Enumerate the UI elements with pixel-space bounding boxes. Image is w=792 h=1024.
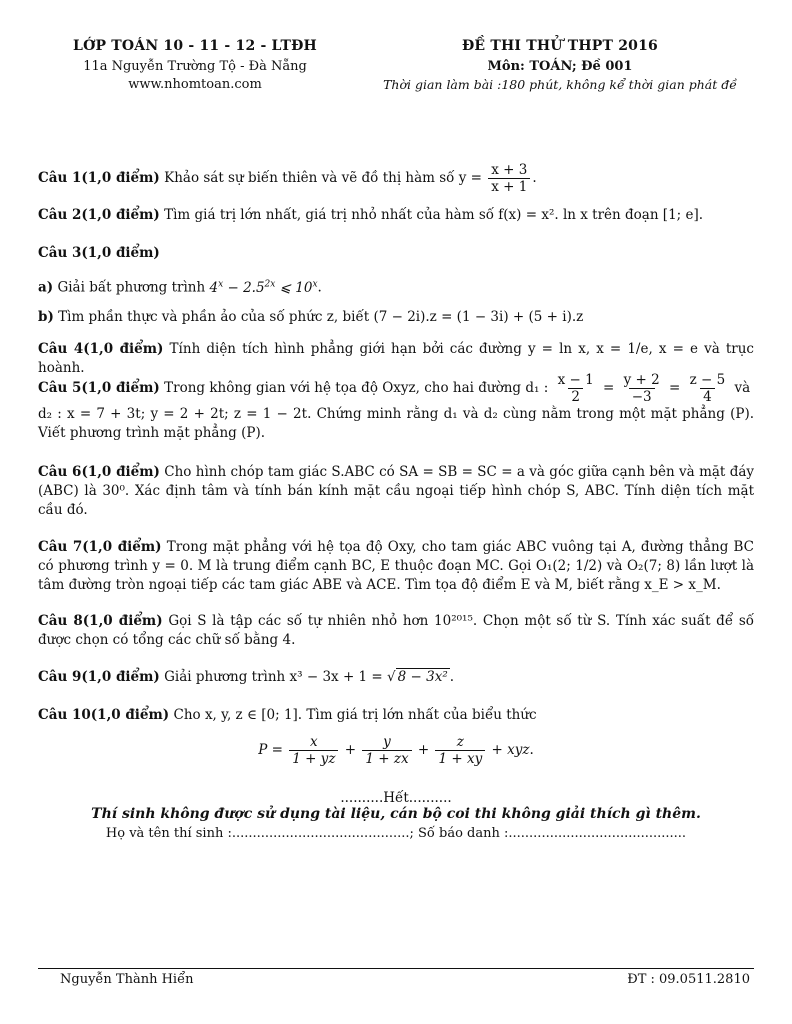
question-3-label: Câu 3(1,0 điểm) (38, 245, 160, 261)
question-3a: a) Giải bất phương trình $4^x - 2.5^{2x}$ ⩽ 10$^x$. (38, 279, 322, 296)
question-2-text: Tìm giá trị lớn nhất, giá trị nhỏ nhất của hàm số f(x) = x². ln x trên đoạn [1; e]. (164, 207, 704, 223)
question-10-label: Câu 10(1,0 điểm) (38, 707, 170, 723)
exam-note: Thí sinh không được sử dụng tài liệu, cán bộ coi thi không giải thích gì thêm. (91, 806, 701, 822)
question-2-label: Câu 2(1,0 điểm) (38, 207, 160, 223)
question-5-label: Câu 5(1,0 điểm) (38, 380, 160, 396)
question-7-text: Trong mặt phẳng với hệ tọa độ Oxy, cho tam giác ABC vuông tại A, đường thẳng BC có phương trình y = 0. M là trung điểm cạnh BC, E thuộc đoạn MC. Gọi O₁(2; 1/2) và O₂(7; 8) lần lượt là tâm đường tròn ngoại tiếp các tam giác ABE và ACE. Tìm tọa độ điểm E và M, biết rằng x_E > x_M. (38, 539, 754, 593)
exam-subject: Môn: TOÁN; Đề 001 (487, 59, 633, 74)
candidate-info-line: Họ và tên thí sinh :...........................................; Số báo danh :........................................... (105, 826, 687, 841)
question-6 (38, 463, 754, 520)
question-8-text: Gọi S là tập các số tự nhiên nhỏ hơn 10²⁰¹⁵. Chọn một số từ S. Tính xác suất để số được chọn có tổng các chữ số bằng 4. (38, 613, 755, 648)
question-8-label: Câu 8(1,0 điểm) (38, 613, 163, 629)
question-4-label: Câu 4(1,0 điểm) (38, 341, 164, 357)
question-5: Câu 5(1,0 điểm) Trong không gian với hệ tọa độ Oxyz, cho hai đường d₁ : $\frac{x - 1}{2}$ = $\frac{y + 2}{-3}$ = $\frac{z - 5}{4}$ và d₂ : x = 7 + 3t; y = 2 + 2t; z = 1 − 2t. Chứng minh rằng d₁ và d₂ cùng nằm trong một mặt phẳng (P). Viết phương trình mặt phẳng (P). (38, 372, 754, 441)
question-7-label: Câu 7(1,0 điểm) (38, 539, 162, 555)
question-10 (38, 706, 754, 725)
question-9-text: Giải phương trình x³ − 3x + 1 = (164, 669, 383, 685)
question-3a-text: Giải bất phương trình (57, 279, 206, 296)
question-4-text: Tính diện tích hình phẳng giới hạn bởi các đường y = ln x, x = 1/e, x = e và trục hoành. (38, 341, 754, 376)
question-3b-text: Tìm phần thực và phần ảo của số phức z, biết (7 − 2i).z = (1 − 3i) + (5 + i).z (58, 309, 584, 325)
exam-time: Thời gian làm bài :180 phút, không kể thời gian phát đề (383, 77, 737, 92)
website: www.nhomtoan.com (128, 77, 262, 92)
exam-title: ĐỀ THI THỬ THPT 2016 (461, 38, 658, 54)
question-1-text: Khảo sát sự biến thiên và vẽ đồ thị hàm số y = (164, 170, 482, 186)
header-left (40, 38, 350, 92)
question-1: Câu 1(1,0 điểm) Khảo sát sự biến thiên và vẽ đồ thị hàm số y = $\frac{x + 3}{x + 1}$ . (38, 162, 537, 195)
question-5-text-b: d₂ : x = 7 + 3t; y = 2 + 2t; z = 1 − 2t. Chứng minh rằng d₁ và d₂ cùng nằm trong một mặt phẳng (P). Viết phương trình mặt phẳng (P). (38, 406, 754, 441)
class-title: LỚP TOÁN 10 - 11 - 12 - LTĐH (73, 38, 317, 54)
question-10-text: Cho x, y, z ∈ [0; 1]. Tìm giá trị lớn nhất của biểu thức (173, 707, 537, 723)
question-9-label: Câu 9(1,0 điểm) (38, 669, 160, 685)
question-6-label: Câu 6(1,0 điểm) (38, 464, 160, 480)
address: 11a Nguyễn Trường Tộ - Đà Nẵng (83, 59, 307, 74)
end-mark: ..........Hết.......... (340, 790, 452, 806)
question-5-text-a: Trong không gian với hệ tọa độ Oxyz, cho hai đường d₁ : (164, 380, 549, 396)
footer-divider (38, 968, 754, 969)
question-3b-label: b) (38, 309, 54, 325)
question-6-text: Cho hình chóp tam giác S.ABC có SA = SB = SC = a và góc giữa cạnh bên và mặt đáy (ABC) là 30⁰. Xác định tâm và tính bán kính mặt cầu ngoại tiếp hình chóp S, ABC. Tính diện tích mặt cầu đó. (38, 464, 755, 518)
question-8 (38, 612, 754, 650)
question-3a-label: a) (38, 279, 54, 296)
question-9: Câu 9(1,0 điểm) Giải phương trình x³ − 3x + 1 = √ 8 − 3x² . (38, 669, 455, 685)
question-3b (38, 308, 754, 327)
question-10-formula: P = $\frac{x}{1 + yz}$ + $\frac{y}{1 + zx}$ + $\frac{z}{1 + xy}$ + xyz. (258, 734, 534, 767)
question-3 (38, 244, 754, 263)
question-1-fraction: $\frac{x + 3}{x + 1}$ (488, 162, 530, 195)
question-2 (38, 206, 754, 225)
question-1-label: Câu 1(1,0 điểm) (38, 170, 160, 186)
question-7 (38, 538, 754, 595)
footer-author: Nguyễn Thành Hiển (60, 972, 194, 987)
footer-phone: ĐT : 09.0511.2810 (627, 972, 750, 987)
header-right (360, 38, 760, 92)
